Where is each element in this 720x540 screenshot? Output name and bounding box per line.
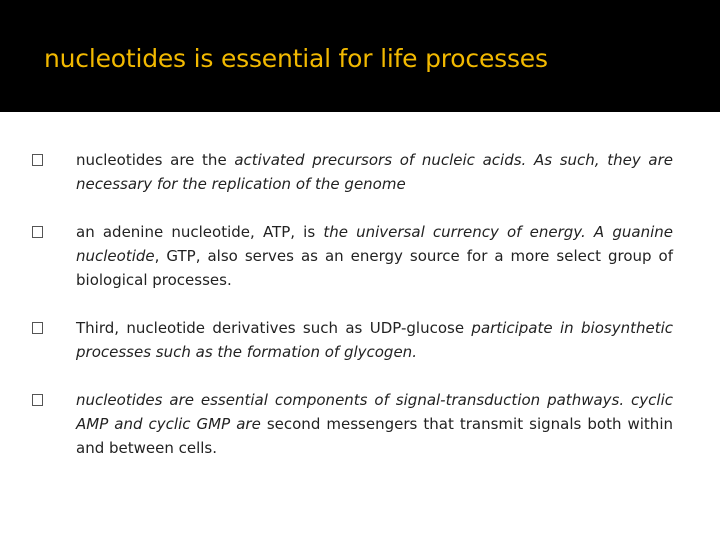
bullet-1-normal: nucleotides are the [76,151,235,169]
bullet-text-3 [76,316,673,364]
title-bar [0,0,720,112]
bullet-2-normal-b: , GTP, also serves as an energy source for a more select group of biological processes. [76,247,673,289]
square-bullet-icon [32,394,43,406]
bullet-2-italic: the universal currency of energy. A guanine nucleotide [76,223,673,265]
square-bullet-icon [32,322,43,334]
bullet-3-italic: participate in biosynthetic processes such as the formation of glycogen. [76,319,673,361]
bullet-text-1 [76,148,673,196]
bullet-3-normal: Third, nucleotide derivatives such as UDP-glucose [76,319,472,337]
square-bullet-icon [32,154,43,166]
bullet-text-2 [76,220,673,292]
bullet-4-normal: second messengers that transmit signals both within and between cells. [76,415,673,457]
square-bullet-icon [32,226,43,238]
bullet-4-italic: nucleotides are essential components of signal-transduction pathways. cyclic AMP and cyclic GMP are [76,391,673,433]
slide-title: nucleotides is essential for life processes [44,44,548,73]
bullet-text-4 [76,388,673,460]
bullet-1-italic: activated precursors of nucleic acids. As such, they are necessary for the replication of the genome [76,151,673,193]
bullet-2-normal-a: an adenine nucleotide, ATP, is [76,223,324,241]
